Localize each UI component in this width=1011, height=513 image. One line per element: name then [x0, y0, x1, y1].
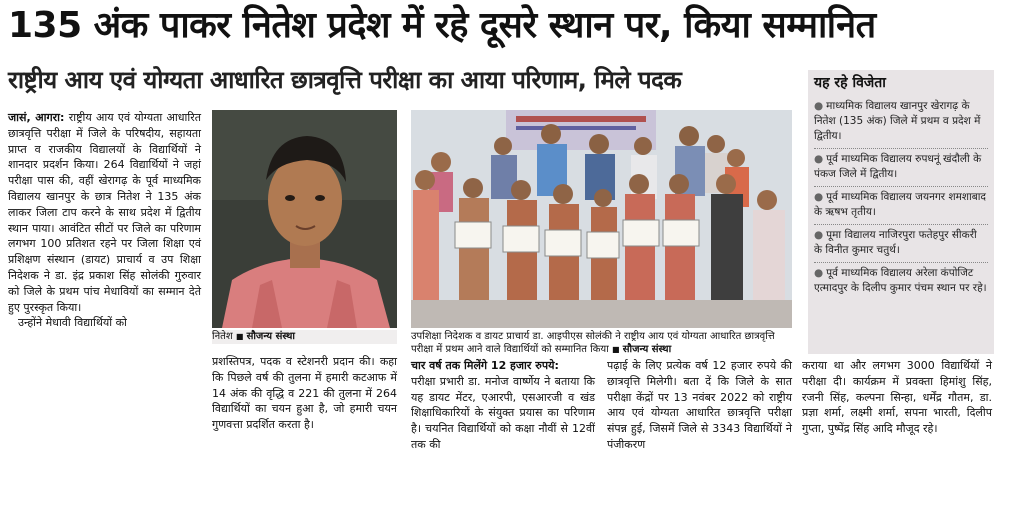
winner-text: पूर्व माध्यमिक विद्यालय जयनगर शमशाबाद के ऋषभ तृतीय। [814, 191, 987, 218]
winner-item [814, 225, 988, 263]
article-paragraph-2: उन्होंने मेधावी विद्यार्थियों को [18, 316, 127, 330]
caption-bullet-icon: ■ [235, 332, 244, 341]
winner-item [814, 96, 988, 149]
article-paragraph-4: परीक्षा प्रभारी डा. मनोज वार्ष्णेय ने बताया कि यह डायट मेंटर, एआरपी, एसआरजी व खंड शिक्षाधिकारियों के संयुक्त प्रयास का परिणाम है। चयनित विद्यार्थियों को कक्षा नौवीं से 12वीं तक की [411, 374, 595, 451]
bullet-icon: ● [814, 191, 824, 203]
article-paragraph-6: कराया था और लगभग 3000 विद्यार्थियों ने परीक्षा दी। कार्यक्रम में प्रवक्ता हिमांशु सिंह, रजनी सिंह, कल्पना सिन्हा, धर्मेंद्र गौतम, डा. प्रज्ञा शर्मा, लक्ष्मी शर्मा, सपना भारती, दिलीप गुप्ता, पुष्पेंद्र सिंह आदि मौजूद रहे। [802, 359, 992, 436]
article-subheading: चार वर्ष तक मिलेंगे 12 हजार रुपये: [411, 359, 559, 372]
article-paragraph-5: पढ़ाई के लिए प्रत्येक वर्ष 12 हजार रुपये की छात्रवृत्ति मिलेगी। बता दें कि जिले के सात परीक्षा केंद्रों पर 13 नवंबर 2022 को राष्ट्रीय आय एवं योग्यता आधारित छात्रवृत्ति परीक्षा संपन्न हुई, जिसमें जिले से 3343 विद्यार्थियों ने पंजीकरण [607, 359, 792, 451]
article-paragraph-1: राष्ट्रीय आय एवं योग्यता आधारित छात्रवृत्ति परीक्षा में जिले के परिषदीय, सहायता प्राप्त व राजकीय विद्यालयों के विद्यार्थियों ने शानदार प्रदर्शन किया। 264 विद्यार्थियों ने जहां परीक्षा पास की, वहीं खेरागढ़ के पूर्व माध्यमिक विद्यालय खानपुर के छात्र नितेश ने 135 अंक लाकर जिला टाप करने के साथ प्रदेश में द्वितीय स्थान पाया। आवंटित सीटों पर जिले का परिणाम लगभग 100 प्रतिशत रहने पर जिला शिक्षा एवं प्रशिक्षण संस्थान (डायट) प्राचार्य व उप शिक्षा निदेशक ने डा. इंद्र प्रकाश सिंह सोलंकी गुरुवार को जिले के प्रथम पांच मेधावियों का सम्मान देते हुए पुरस्कृत किया। [8, 111, 202, 314]
photo1-caption [212, 330, 397, 344]
photo1-caption-name: नितेश [212, 331, 233, 342]
winner-text: पूर्व माध्यमिक विद्यालय अरेला कंपोजिट एत्मादपुर के दिलीप कुमार पंचम स्थान पर रहे। [814, 267, 987, 294]
winner-text: माध्यमिक विद्यालय खानपुर खेरागढ़ के नितेश (135 अंक) जिले में प्रथम व प्रदेश में द्वितीय। [814, 100, 981, 142]
headline: 135 अंक पाकर नितेश प्रदेश में रहे दूसरे स्थान पर, किया सम्मानित [8, 5, 876, 46]
winner-item [814, 149, 988, 187]
winners-box [808, 70, 994, 354]
winner-item [814, 187, 988, 225]
bullet-icon: ● [814, 153, 824, 165]
caption-bullet-icon: ■ [611, 345, 620, 354]
article-column-5 [802, 358, 992, 437]
photo2-caption-credit: सौजन्य संस्था [622, 344, 672, 355]
subheadline: राष्ट्रीय आय एवं योग्यता आधारित छात्रवृत्ति परीक्षा का आया परिणाम, मिले पदक [8, 66, 682, 94]
award-ceremony-photo [411, 110, 792, 328]
award-ceremony-illustration [411, 110, 792, 328]
article-column-1 [8, 110, 201, 331]
bullet-icon: ● [814, 267, 824, 279]
student-portrait-illustration [212, 110, 397, 328]
winners-box-title: यह रहे विजेता [814, 75, 886, 91]
article-column-3 [411, 358, 595, 453]
student-portrait-photo [212, 110, 397, 328]
winner-text: पूर्व माध्यमिक विद्यालय रुपधनूं खंदौली के पंकज जिले में द्वितीय। [814, 153, 982, 180]
photo2-caption-text: उपशिक्षा निदेशक व डायट प्राचार्य डा. आइपीएस सोलंकी ने राष्ट्रीय आय एवं योग्यता आधारित छात्रवृत्ति परीक्षा में प्रथम आने वाले विद्यार्थियों को सम्मानित किया [411, 331, 775, 355]
bullet-icon: ● [814, 100, 824, 112]
article-paragraph-3: प्रशस्तिपत्र, पदक व स्टेशनरी प्रदान की। कहा कि पिछले वर्ष की तुलना में हमारी कटआफ में 14 अंक की वृद्धि व 221 की तुलना में 264 विद्यार्थियों का चयन हुआ है, जो हमारी चयन गुणवत्ता प्रदर्शित करता है। [212, 355, 397, 432]
winners-list [814, 96, 988, 300]
photo1-caption-credit: सौजन्य संस्था [246, 331, 296, 342]
winner-text: पूमा विद्यालय नाजिरपुरा फतेहपुर सीकरी के विनीत कुमार चतुर्थ। [814, 229, 977, 256]
bullet-icon: ● [814, 229, 824, 241]
article-column-2 [212, 354, 397, 433]
photo2-caption [411, 330, 792, 356]
article-column-4 [607, 358, 792, 453]
winner-item [814, 263, 988, 300]
dateline: जासं, आगरा: [8, 111, 65, 124]
